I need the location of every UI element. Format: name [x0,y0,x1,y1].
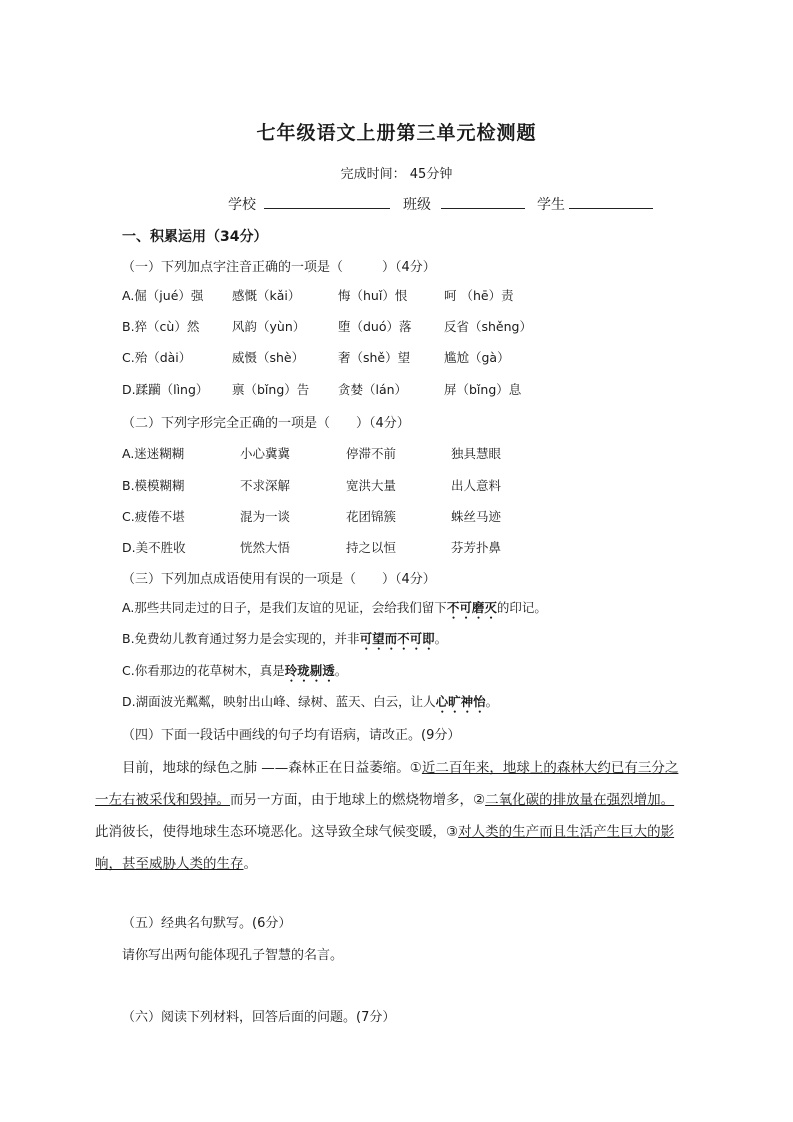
q2-option-b-3: 宽洪大量 [346,478,397,493]
question-4-stem: （四）下面一段话中画线的句子均有语病，请改正。(9分） [122,728,461,743]
q4-sentence-2: 二氧化碳的排放量在强烈增加。 [485,792,675,808]
q2-option-c-4: 蛛丝马迹 [451,509,502,524]
question-2-stem: （二）下列字形完全正确的一项是（ ）（4分） [122,416,410,431]
q1-option-c-4: 尴尬（gà） [444,350,510,365]
q4-l3-text: 此消彼长，使得地球生态环境恶化。这导致全球气候变暖，③ [95,824,459,840]
school-label: 学校 [228,197,256,213]
page-title: 七年级语文上册第三单元检测题 [256,122,537,144]
question-5-text: 请你写出两句能体现孔子智慧的名言。 [122,948,344,963]
question-6-stem: （六）阅读下列材料，回答后面的问题。(7分） [122,1010,396,1025]
q1-option-b: B.猝（cù）然 [122,319,200,334]
q1-option-a-2: 感慨（kǎi） [232,288,301,303]
q3-a-end: 的印记。 [496,600,547,615]
q2-option-b-4: 出人意料 [451,478,502,493]
q3-b-idiom: 可望而不可即 [359,631,435,646]
q2-option-b-2: 不求深解 [240,478,291,493]
q4-sentence-3-end: 响，甚至威胁人类的生存 [95,856,244,872]
q4-sentence-1-end: 一左右被采伐和毁掉。 [95,792,230,808]
q1-option-b-3: 堕（duó）落 [338,319,412,334]
class-label: 班级 [403,197,431,213]
q2-option-a: A.迷迷糊糊 [122,446,185,461]
student-blank[interactable] [569,194,653,209]
q3-option-d [122,692,498,716]
q1-option-b-4: 反省（shěng） [444,319,532,334]
question-1-stem: （一）下列加点字注音正确的一项是（ ）（4分） [122,260,436,275]
q4-l2-text: 而另一方面，由于地球上的燃烧物增多，② [230,792,486,808]
q1-option-b-2: 风韵（yùn） [232,319,306,334]
q3-c-end: 。 [334,663,348,678]
q2-option-a-3: 停滞不前 [346,446,397,461]
q1-option-a-4: 呵 （hē）责 [444,288,514,303]
q3-option-a [122,598,547,622]
q4-l1-text: 目前，地球的绿色之肺 ——森林正在日益萎缩。① [122,760,422,776]
student-field[interactable] [537,194,653,214]
student-label: 学生 [537,197,565,213]
q4-l4-end: 。 [243,856,257,872]
q1-option-c: C.殆（dài） [122,350,192,365]
q3-b-end: 。 [434,631,448,646]
school-field[interactable] [228,194,390,214]
q1-option-d-4: 屏（bǐng）息 [444,382,522,397]
q2-option-c: C.疲倦不堪 [122,509,185,524]
school-blank[interactable] [264,194,390,209]
question-5-stem: （五）经典名句默写。(6分） [122,916,292,931]
q1-option-c-3: 奢（shě）望 [338,350,411,365]
q2-option-b: B.模模糊糊 [122,478,185,493]
q2-option-d: D.美不胜收 [122,540,186,555]
q4-line-4 [95,852,699,872]
q3-c-text: C.你看那边的花草树木，真是 [122,663,285,678]
time-limit: 完成时间： 45分钟 [340,167,453,182]
q3-a-text: A.那些共同走过的日子，是我们友谊的见证，会给我们留下 [122,600,447,615]
q2-option-d-3: 持之以恒 [346,540,397,555]
q2-option-a-4: 独具慧眼 [451,446,502,461]
q4-line-3 [95,820,699,840]
q4-sentence-3: 对人类的生产而且生活产生巨大的影 [458,824,675,840]
q1-option-d-3: 贪婪（lán） [338,382,408,397]
q2-option-d-2: 恍然大悟 [240,540,291,555]
q1-option-d: D.蹂躏（lìng） [122,382,209,397]
q3-d-end: 。 [485,694,499,709]
q4-line-1 [122,756,726,776]
q2-option-d-4: 芬芳扑鼻 [451,540,502,555]
q2-option-c-2: 混为一谈 [240,509,291,524]
class-blank[interactable] [441,194,525,209]
class-field[interactable] [403,194,525,214]
q3-d-text: D.湖面波光粼粼，映射出山峰、绿树、蓝天、白云，让人 [122,694,436,709]
q3-d-idiom: 心旷神怡 [435,694,486,709]
q3-b-text: B.免费幼儿教育通过努力是会实现的，并非 [122,631,360,646]
q1-option-d-2: 禀（bǐng）告 [232,382,310,397]
question-3-stem: （三）下列加点成语使用有误的一项是（ ）（4分） [122,572,436,587]
q4-sentence-1: 近二百年来，地球上的森林大约已有三分之 [421,760,679,776]
q1-option-a: A.倔（jué）强 [122,288,204,303]
q1-option-a-3: 悔（huǐ）恨 [338,288,408,303]
q3-a-idiom: 不可磨灭 [446,600,497,615]
q3-option-c [122,661,347,685]
q1-option-c-2: 威慑（shè） [232,350,305,365]
q3-option-b [122,629,447,653]
q2-option-c-3: 花团锦簇 [346,509,397,524]
q2-option-a-2: 小心冀冀 [240,446,291,461]
section-heading: 一、积累运用（34分） [122,229,268,245]
q3-c-idiom: 玲珑剔透 [284,663,335,678]
q4-line-2 [95,788,699,808]
